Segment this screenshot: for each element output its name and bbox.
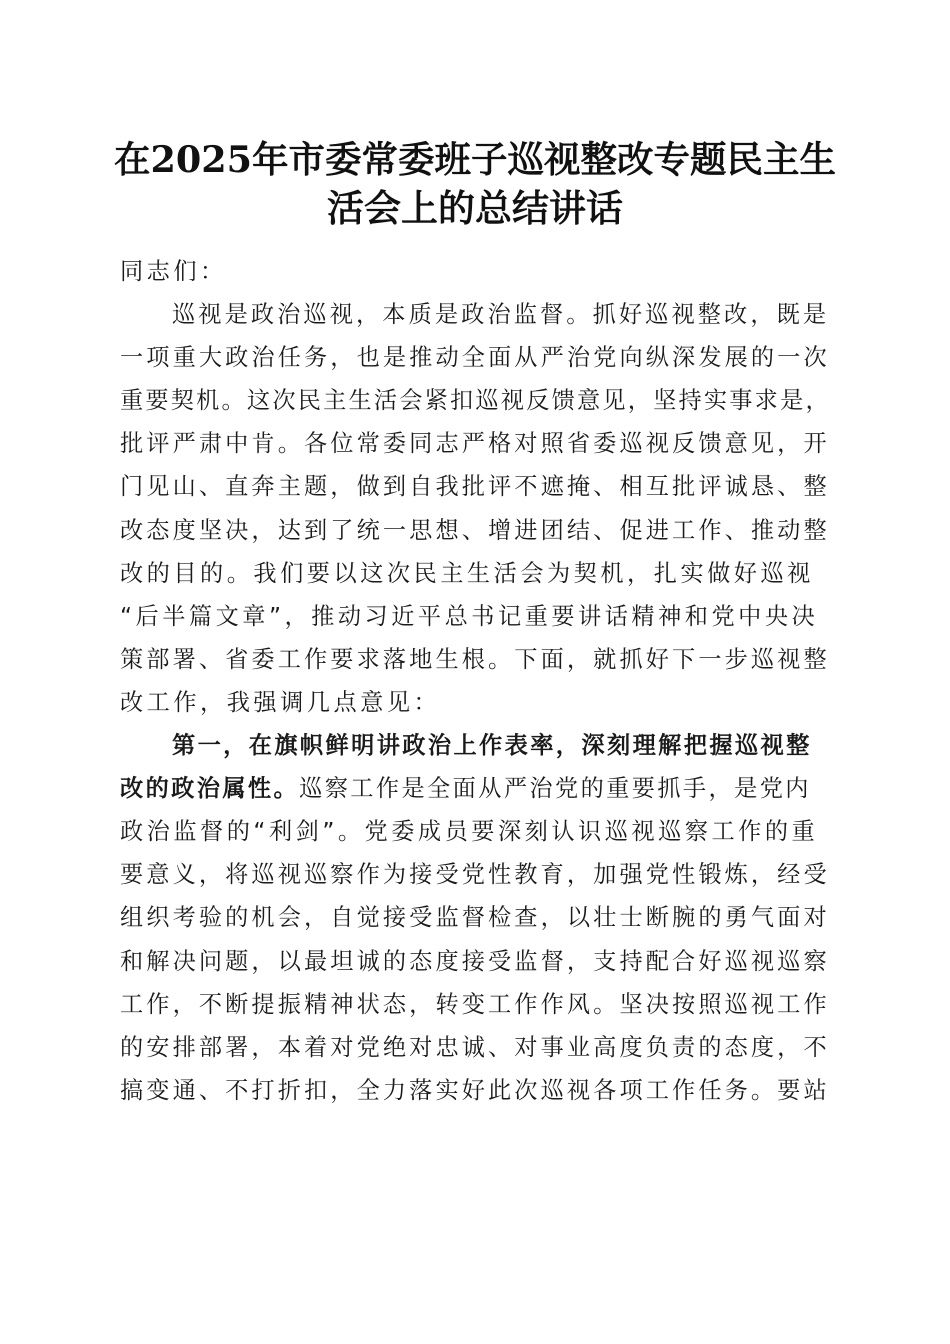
paragraph-1-line: 重要契机。这次民主生活会紧扣巡视反馈意见，坚持实事求是，	[120, 387, 831, 415]
paragraph-2-heading-end: 改的政治属性。	[120, 775, 300, 803]
title-line-2: 活会上的总结讲话	[327, 186, 623, 230]
paragraph-1-line: 门见山、直奔主题，做到自我批评不遮掩、相互批评诚恳、整	[120, 473, 830, 501]
paragraph-2-line	[120, 767, 832, 810]
salutation: 同志们：	[120, 258, 227, 285]
paragraph-1-line: 策部署、省委工作要求落地生根。下面，就抓好下一步巡视整	[120, 645, 830, 673]
paragraph-1-line: 改工作，我强调几点意见：	[120, 688, 441, 716]
paragraph-1-line: “后半篇文章”，推动习近平总书记重要讲话精神和党中央决	[120, 602, 819, 630]
paragraph-1-line: 巡视是政治巡视，本质是政治监督。抓好巡视整改，既是	[172, 301, 830, 329]
paragraph-1-line: 改的目的。我们要以这次民主生活会为契机，扎实做好巡视	[120, 559, 814, 587]
paragraph-2-line: 组织考验的机会，自觉接受监督检查，以壮士断腕的勇气面对	[120, 904, 830, 932]
paragraph-2-line: 和解决问题，以最坦诚的态度接受监督，支持配合好巡视巡察	[120, 947, 830, 975]
paragraph-1-line: 批评严肃中肯。各位常委同志严格对照省委巡视反馈意见，开	[120, 430, 830, 458]
paragraph-2-heading: 第一，在旗帜鲜明讲政治上作表率，深刻理解把握巡视整	[172, 732, 812, 760]
paragraph-2-line-rest: 巡察工作是全面从严治党的重要抓手，是党内	[299, 775, 811, 803]
document-body	[120, 250, 832, 1112]
paragraph-1-line: 一项重大政治任务，也是推动全面从严治党向纵深发展的一次	[120, 344, 830, 372]
paragraph-2-line: 要意义，将巡视巡察作为接受党性教育，加强党性锻炼，经受	[120, 861, 830, 889]
paragraph-1-line: 改态度坚决，达到了统一思想、增进团结、促进工作、推动整	[120, 516, 830, 544]
paragraph-2-line: 政治监督的“利剑”。党委成员要深刻认识巡视巡察工作的重	[120, 818, 819, 846]
paragraph-2-line: 的安排部署，本着对党绝对忠诚、对事业高度负责的态度，不	[120, 1033, 830, 1061]
document-title	[110, 136, 840, 232]
paragraph-2-line: 搞变通、不打折扣，全力落实好此次巡视各项工作任务。要站	[120, 1076, 830, 1104]
paragraph-2-line: 工作，不断提振精神状态，转变工作作风。坚决按照巡视工作	[120, 990, 830, 1018]
title-line-1: 在2025年市委常委班子巡视整改专题民主生	[113, 138, 837, 181]
